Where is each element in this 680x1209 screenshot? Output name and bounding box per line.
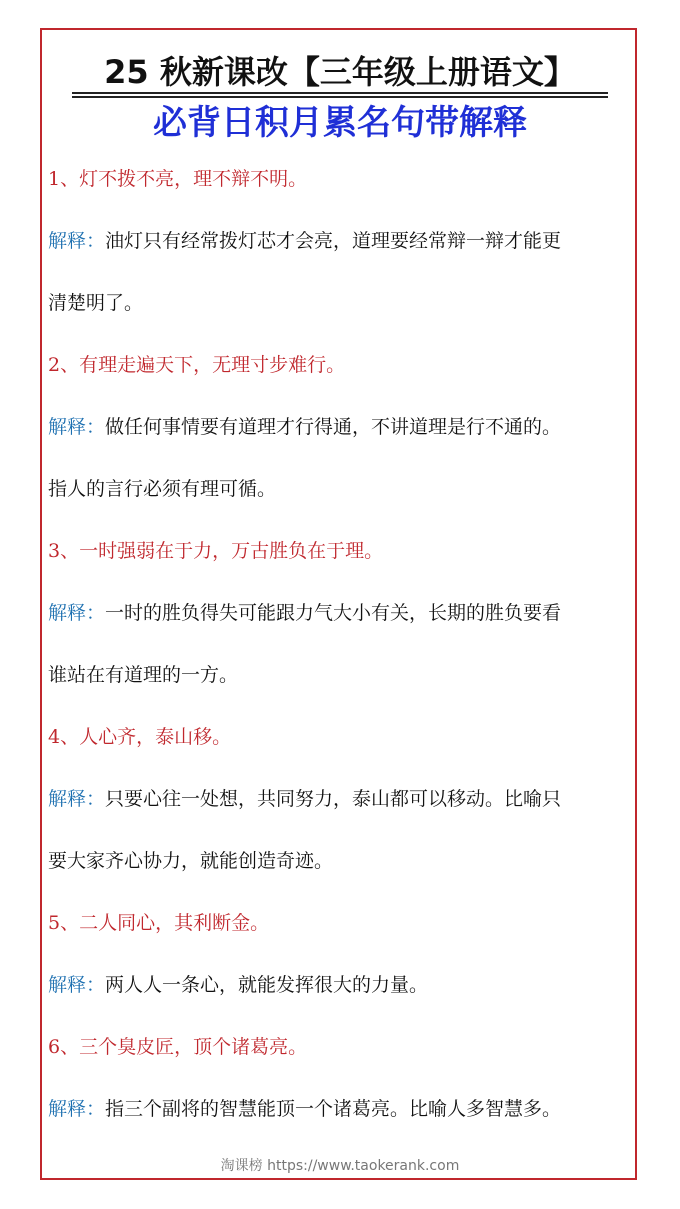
explanation-text: 只要心往一处想，共同努力，泰山都可以移动。比喻只 bbox=[105, 788, 562, 810]
explanation-line bbox=[48, 598, 630, 629]
explanation-label: 解释： bbox=[48, 230, 106, 252]
explanation-text: 两人人一条心，就能发挥很大的力量。 bbox=[105, 974, 429, 996]
explanation-text: 油灯只有经常拨灯芯才会亮，道理要经常辩一辩才能更 bbox=[105, 230, 562, 252]
list-item bbox=[48, 350, 630, 505]
explanation-line bbox=[48, 846, 630, 877]
explanation bbox=[48, 970, 630, 1001]
quote-text: 5、二人同心，其利断金。 bbox=[48, 912, 270, 934]
explanation-text: 清楚明了。 bbox=[48, 292, 144, 314]
list-item bbox=[48, 164, 630, 319]
quote-text: 2、有理走遍天下，无理寸步难行。 bbox=[48, 354, 346, 376]
quote-list bbox=[48, 164, 630, 1156]
explanation-label: 解释： bbox=[48, 602, 106, 624]
explanation-line bbox=[48, 784, 630, 815]
quote-text: 1、灯不拨不亮，理不辩不明。 bbox=[48, 168, 308, 190]
explanation bbox=[48, 784, 630, 877]
explanation-label: 解释： bbox=[48, 1098, 106, 1120]
explanation bbox=[48, 1094, 630, 1125]
page-title: 25 秋新课改【三年级上册语文】 bbox=[104, 53, 576, 91]
explanation-text: 指人的言行必须有理可循。 bbox=[48, 478, 277, 500]
title-double-underline bbox=[72, 92, 608, 98]
explanation-label: 解释： bbox=[48, 974, 106, 996]
list-item bbox=[48, 908, 630, 1001]
explanation-text: 指三个副将的智慧能顶一个诸葛亮。比喻人多智慧多。 bbox=[105, 1098, 562, 1120]
list-item bbox=[48, 722, 630, 877]
quote-text: 4、人心齐，泰山移。 bbox=[48, 726, 232, 748]
explanation bbox=[48, 412, 630, 505]
quote-text: 6、三个臭皮匠，顶个诸葛亮。 bbox=[48, 1036, 308, 1058]
explanation-line bbox=[48, 1094, 630, 1125]
explanation-line bbox=[48, 660, 630, 691]
explanation-line bbox=[48, 412, 630, 443]
explanation-line bbox=[48, 474, 630, 505]
page-subtitle: 必背日积月累名句带解释 bbox=[153, 103, 527, 143]
explanation-label: 解释： bbox=[48, 416, 106, 438]
list-item bbox=[48, 536, 630, 691]
explanation bbox=[48, 598, 630, 691]
explanation-text: 要大家齐心协力，就能创造奇迹。 bbox=[48, 850, 334, 872]
explanation-label: 解释： bbox=[48, 788, 106, 810]
explanation-line bbox=[48, 970, 630, 1001]
quote-text: 3、一时强弱在于力，万古胜负在于理。 bbox=[48, 540, 384, 562]
explanation-line bbox=[48, 288, 630, 319]
explanation-text: 一时的胜负得失可能跟力气大小有关，长期的胜负要看 bbox=[105, 602, 562, 624]
list-item bbox=[48, 1032, 630, 1125]
explanation bbox=[48, 226, 630, 319]
footer-watermark: 淘课榜 https://www.taokerank.com bbox=[220, 1158, 460, 1174]
explanation-text: 谁站在有道理的一方。 bbox=[48, 664, 239, 686]
explanation-text: 做任何事情要有道理才行得通，不讲道理是行不通的。 bbox=[105, 416, 562, 438]
explanation-line bbox=[48, 226, 630, 257]
